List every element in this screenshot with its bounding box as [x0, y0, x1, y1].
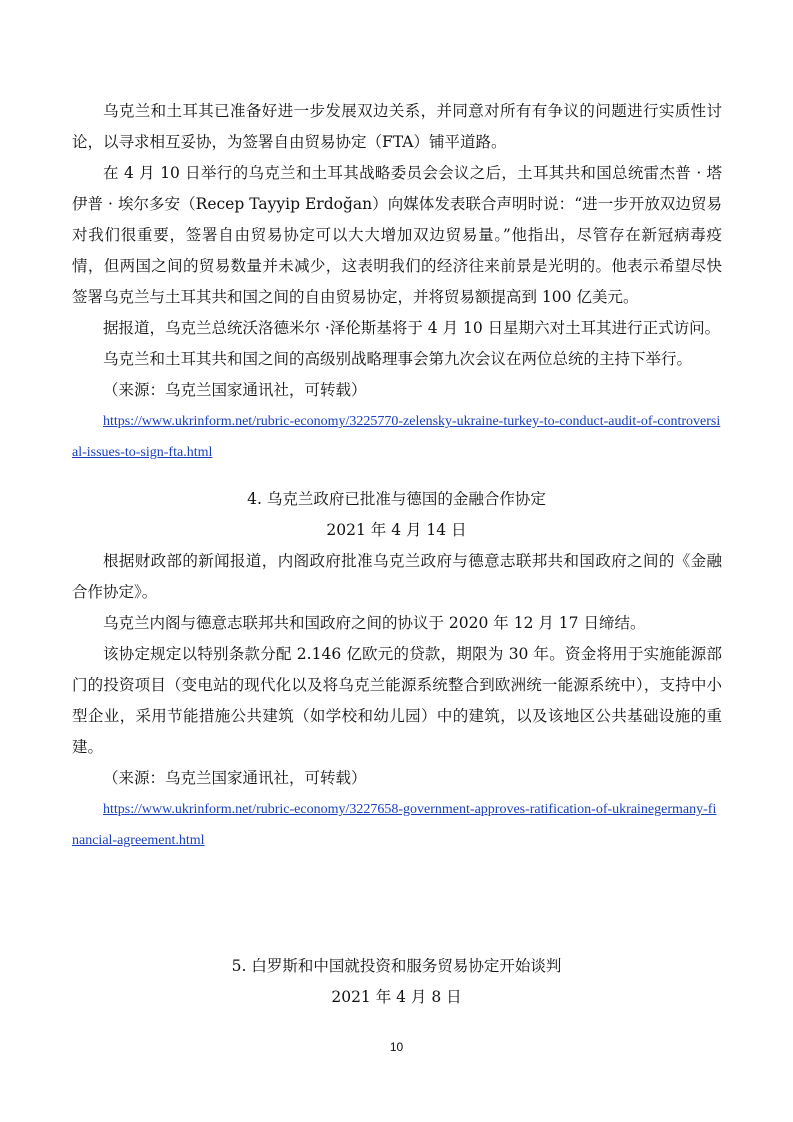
source-note: （来源：乌克兰国家通讯社，可转载）	[103, 769, 367, 787]
paragraph-erdogan-statement: 在 4 月 10 日举行的乌克兰和土耳其战略委员会会议之后，土耳其共和国总统雷杰普 · 塔伊普 · 埃尔多安（Recep Tayyip Erdoğan）向媒体发表联合声明时说：“进一步开放双边贸易对我们很重要，签署自由贸易协定可以大大增加双边贸易量。”他指出，尽管存在新冠病毒疫情，但两国之间的贸易数量并未减少，这表明我们的经济往来前景是光明的。他表示希望尽快签署乌克兰与土耳其共和国之间的自由贸易协定，并将贸易额提高到 100 亿美元。	[72, 164, 722, 306]
page-number: 10	[389, 1040, 404, 1054]
paragraph-loan-terms: 该协定规定以特别条款分配 2.146 亿欧元的贷款，期限为 30 年。资金将用于实施能源部门的投资项目（变电站的现代化以及将乌克兰能源系统整合到欧洲统一能源系统中），支持中小型企业，采用节能措施公共建筑（如学校和幼儿园）中的建筑，以及该地区公共基础设施的重建。	[72, 645, 722, 756]
section-date: 2021 年 4 月 14 日	[326, 521, 467, 539]
paragraph-council-meeting: 乌克兰和土耳其共和国之间的高级别战略理事会第九次会议在两位总统的主持下举行。	[103, 350, 693, 368]
source-note: （来源：乌克兰国家通讯社，可转载）	[103, 381, 367, 399]
paragraph-ukraine-turkey-fta: 乌克兰和土耳其已准备好进一步发展双边关系，并同意对所有有争议的问题进行实质性讨论，以寻求相互妥协，为签署自由贸易协定（FTA）铺平道路。	[72, 102, 722, 151]
source-link[interactable]: https://www.ukrinform.net/rubric-economy/3227658-government-approves-ratification-of-ukrainegermany-financial-agreement.html	[72, 802, 717, 848]
section-title: 5. 白罗斯和中国就投资和服务贸易协定开始谈判	[231, 957, 562, 975]
source-link[interactable]: https://www.ukrinform.net/rubric-economy/3225770-zelensky-ukraine-turkey-to-conduct-audit-of-controversial-issues-to-sign-fta.html	[72, 414, 721, 460]
section-title: 4. 乌克兰政府已批准与德国的金融合作协定	[247, 490, 546, 508]
paragraph-zelensky-visit: 据报道，乌克兰总统沃洛德米尔 ·泽伦斯基将于 4 月 10 日星期六对土耳其进行正式访问。	[103, 319, 721, 337]
paragraph-cabinet-approval: 根据财政部的新闻报道，内阁政府批准乌克兰政府与德意志联邦共和国政府之间的《金融合作协定》。	[72, 552, 722, 601]
section-date: 2021 年 4 月 8 日	[331, 988, 462, 1006]
paragraph-agreement-concluded: 乌克兰内阁与德意志联邦共和国政府之间的协议于 2020 年 12 月 17 日缔结。	[103, 614, 646, 632]
